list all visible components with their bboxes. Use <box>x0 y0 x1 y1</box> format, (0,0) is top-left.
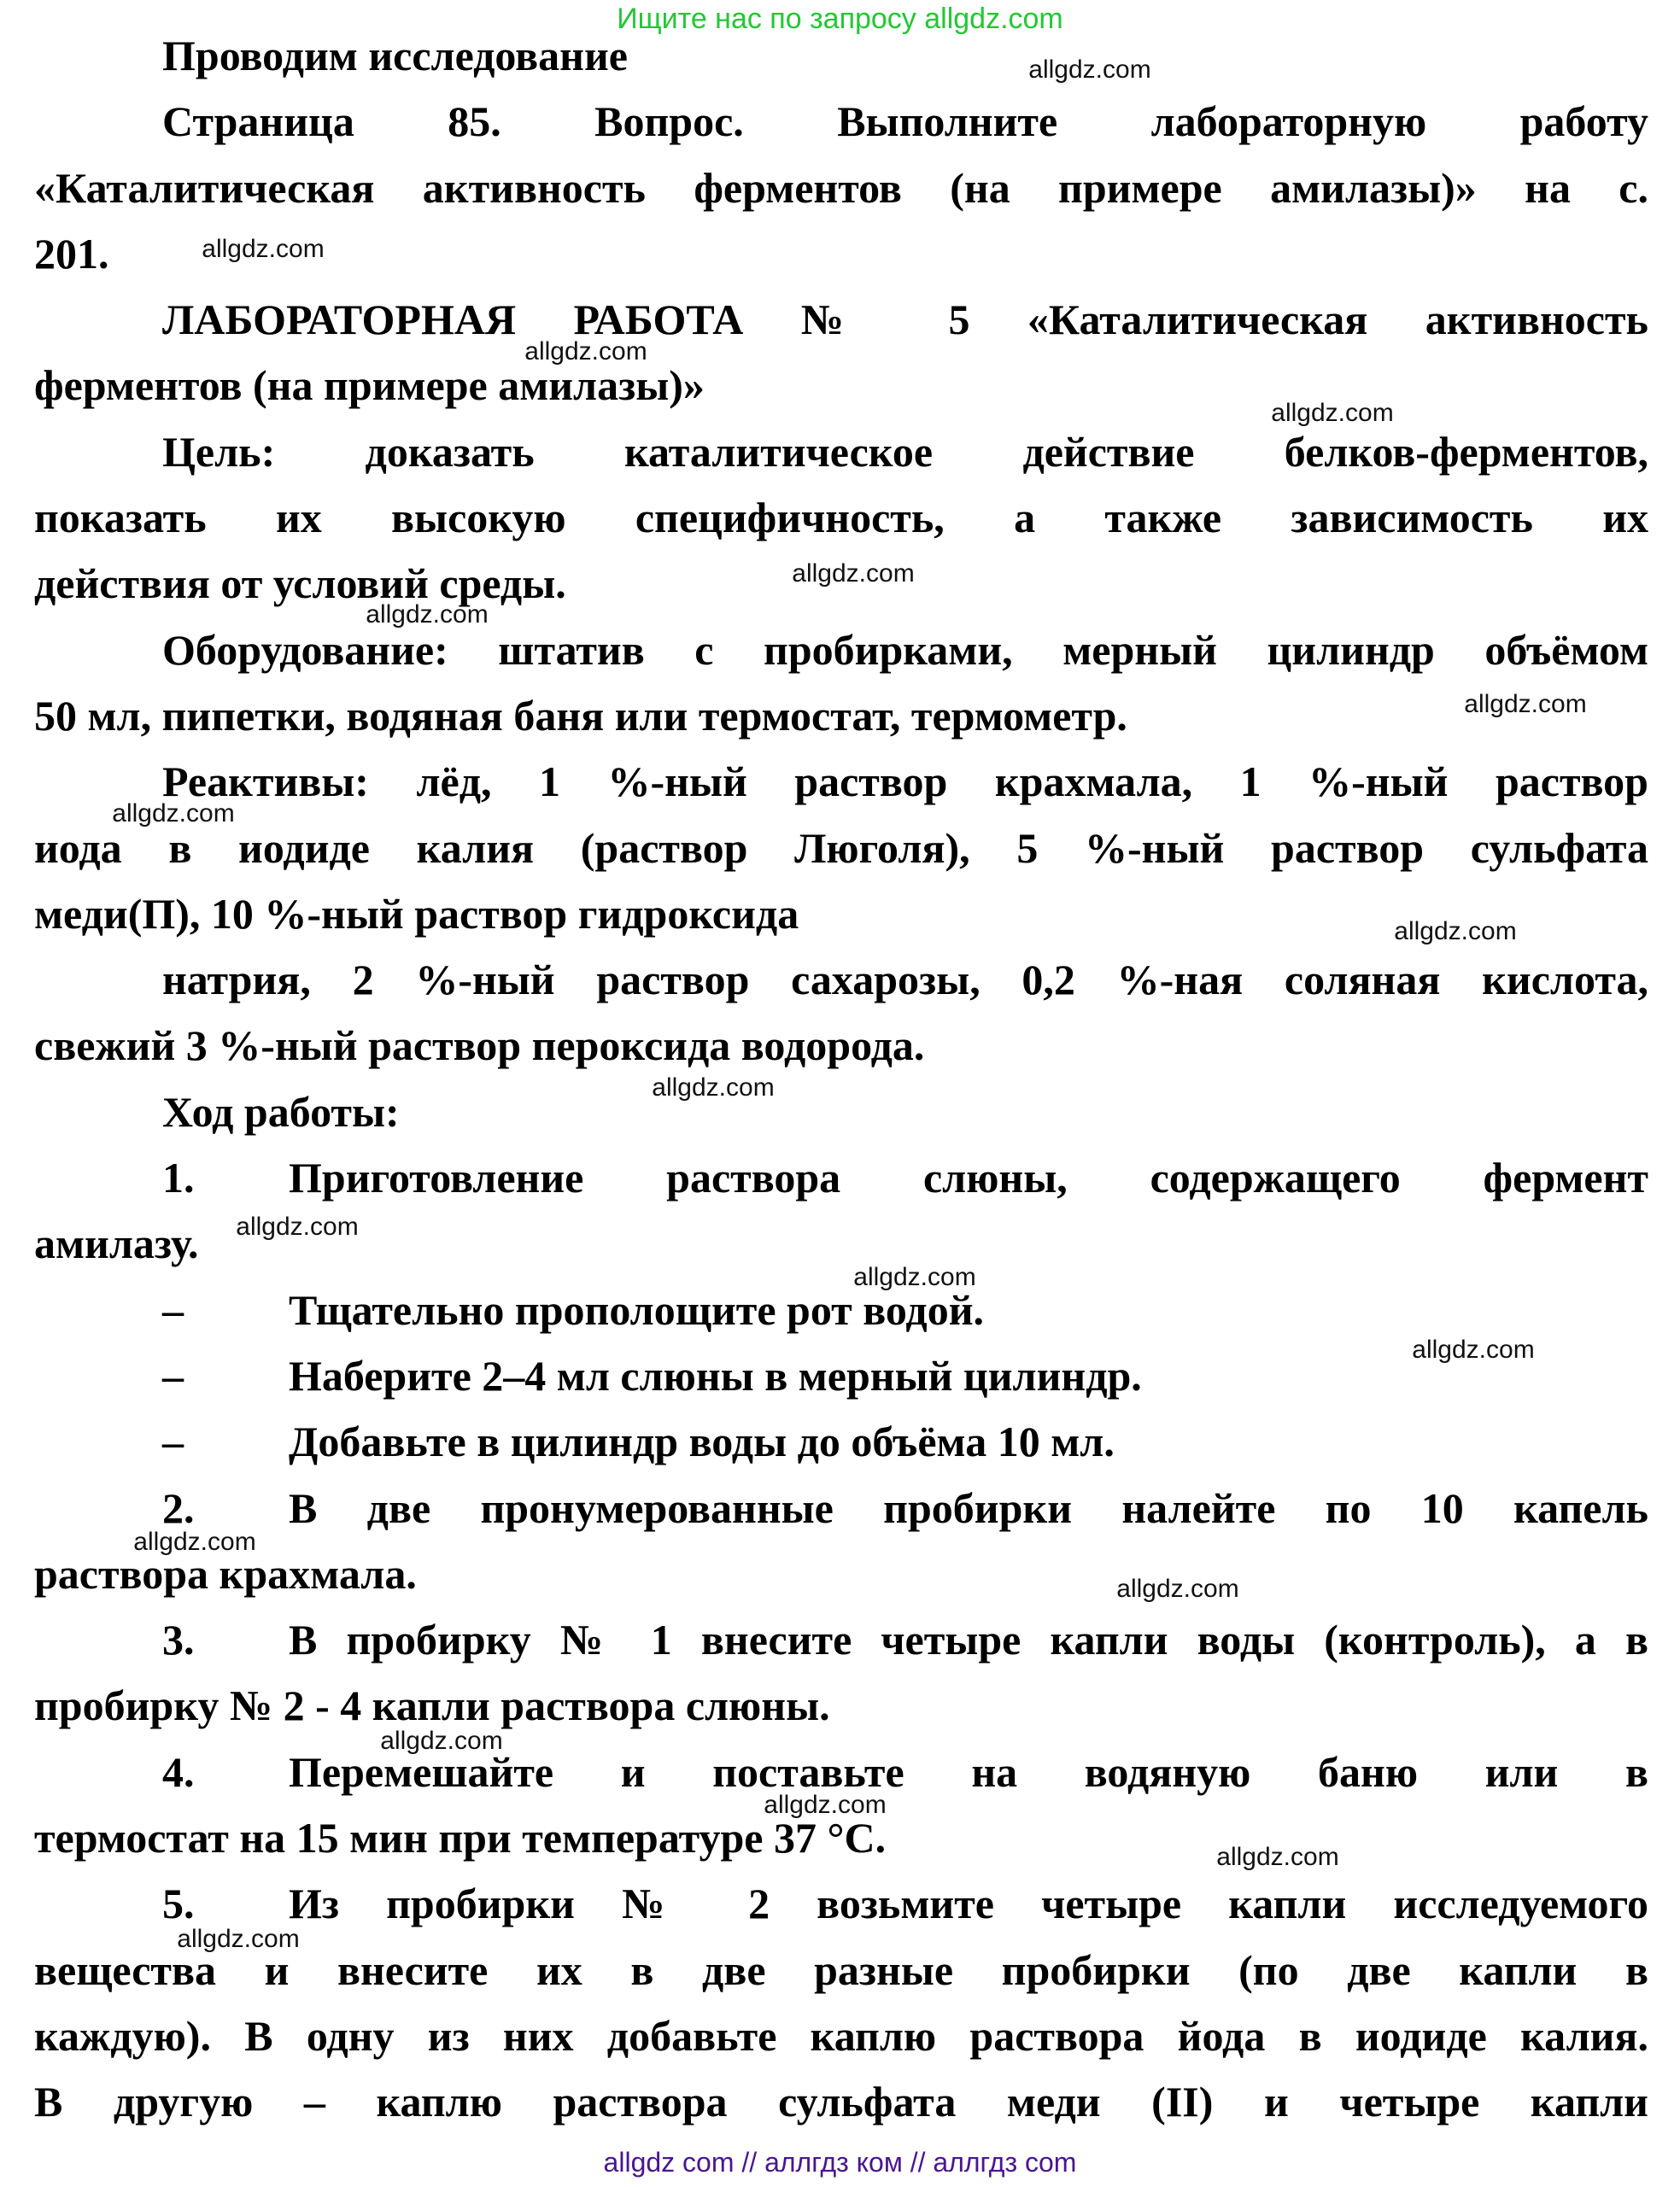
bottom-banner: allgdz com // аллгдз ком // аллгдз com <box>603 2147 1077 2178</box>
line-text: ЛАБОРАТОРНАЯ РАБОТА № 5 «Каталитическая активность <box>162 295 1648 344</box>
watermark: allgdz.com <box>177 1925 300 1953</box>
bullet-dash: – <box>162 1351 184 1400</box>
line-text: 201. <box>34 229 109 278</box>
line-text: Страница 85. Вопрос. Выполните лабораторную работу <box>162 97 1648 146</box>
watermark: allgdz.com <box>133 1528 256 1556</box>
text-line <box>34 419 1648 485</box>
text-line <box>34 89 1648 155</box>
line-text: Ход работы: <box>162 1087 400 1136</box>
line-text: В пробирку № 1 внесите четыре капли воды (контроль), а в <box>289 1616 1648 1664</box>
text-line <box>34 1476 1648 1541</box>
text-line <box>34 287 1648 353</box>
line-text: вещества и внесите их в две разные пробирки (по две капли в <box>34 1945 1648 1994</box>
watermark: allgdz.com <box>202 235 325 263</box>
line-text: Реактивы: лёд, 1 %-ный раствор крахмала, 1 %-ный раствор <box>162 757 1648 806</box>
top-banner: Ищите нас по запросу allgdz.com <box>617 3 1063 35</box>
watermark: allgdz.com <box>792 559 915 588</box>
step-number: 2. <box>162 1483 195 1532</box>
line-text: натрия, 2 %-ный раствор сахарозы, 0,2 %-ная соляная кислота, <box>162 956 1648 1004</box>
line-text: амилазу. <box>34 1219 199 1268</box>
line-text: иода в иодиде калия (раствор Люголя), 5 %-ный раствор сульфата <box>34 823 1648 872</box>
line-text: Цель: доказать каталитическое действие белков-ферментов, <box>162 427 1648 476</box>
line-text: действия от условий среды. <box>34 559 566 608</box>
text-line <box>34 23 1648 89</box>
line-text: Наберите 2–4 мл слюны в мерный цилиндр. <box>289 1351 1142 1400</box>
text-line <box>34 2069 1648 2135</box>
bullet-dash: – <box>162 1418 184 1466</box>
watermark: allgdz.com <box>1028 56 1151 84</box>
step-number: 1. <box>162 1154 195 1202</box>
text-line <box>34 1607 1648 1673</box>
watermark: allgdz.com <box>652 1073 775 1102</box>
text-line <box>34 1673 1648 1739</box>
line-text: Добавьте в цилиндр воды до объёма 10 мл. <box>289 1418 1115 1466</box>
text-line <box>34 1145 1648 1211</box>
watermark: allgdz.com <box>366 600 489 629</box>
text-line <box>34 816 1648 881</box>
text-line <box>34 485 1648 551</box>
text-line <box>34 617 1648 683</box>
step-number: 4. <box>162 1747 195 1796</box>
text-line <box>34 155 1648 221</box>
watermark: allgdz.com <box>1116 1575 1239 1603</box>
watermark: allgdz.com <box>236 1213 359 1241</box>
watermark: allgdz.com <box>380 1727 503 1755</box>
line-text: Перемешайте и поставьте на водяную баню или в <box>289 1747 1648 1796</box>
line-text: свежий 3 %-ный раствор пероксида водорода. <box>34 1021 925 1070</box>
line-text: Из пробирки № 2 возьмите четыре капли исследуемого <box>289 1880 1648 1928</box>
bullet-dash: – <box>162 1285 184 1334</box>
line-text: «Каталитическая активность ферментов (на примере амилазы)» на с. <box>34 163 1648 212</box>
text-line <box>34 1343 1648 1409</box>
text-line <box>34 353 1648 418</box>
watermark: allgdz.com <box>764 1791 887 1819</box>
text-line <box>34 1278 1648 1343</box>
text-line <box>34 1409 1648 1475</box>
step-number: 3. <box>162 1616 195 1664</box>
line-text: раствора крахмала. <box>34 1549 417 1598</box>
line-text: пробирку № 2 - 4 капли раствора слюны. <box>34 1681 830 1730</box>
line-text: каждую). В одну из них добавьте каплю раствора йода в иодиде калия. <box>34 2011 1648 2060</box>
text-line <box>34 1541 1648 1607</box>
line-text: Тщательно прополощите рот водой. <box>289 1285 985 1334</box>
line-text: В две пронумерованные пробирки налейте по 10 капель <box>289 1483 1648 1532</box>
line-text: Приготовление раствора слюны, содержащего фермент <box>289 1154 1648 1202</box>
step-number: 5. <box>162 1880 195 1928</box>
line-text: меди(П), 10 %-ный раствор гидроксида <box>34 889 799 938</box>
watermark: allgdz.com <box>1412 1336 1535 1364</box>
text-line <box>34 1013 1648 1079</box>
text-line <box>34 947 1648 1013</box>
watermark: allgdz.com <box>524 337 647 365</box>
line-text: ферментов (на примере амилазы)» <box>34 361 705 410</box>
text-line <box>34 1079 1648 1145</box>
text-line <box>34 749 1648 815</box>
watermark: allgdz.com <box>1271 399 1394 427</box>
line-text: В другую – каплю раствора сульфата меди (II) и четыре капли <box>34 2078 1648 2126</box>
line-text: Проводим исследование <box>162 32 628 79</box>
watermark: allgdz.com <box>1464 690 1587 718</box>
watermark: allgdz.com <box>1394 917 1517 945</box>
text-line <box>34 2003 1648 2069</box>
watermark: allgdz.com <box>853 1263 976 1291</box>
line-text: термостат на 15 мин при температуре 37 °С. <box>34 1814 887 1862</box>
watermark: allgdz.com <box>1216 1843 1339 1871</box>
line-text: 50 мл, пипетки, водяная баня или термостат, термометр. <box>34 691 1127 740</box>
watermark: allgdz.com <box>112 799 235 827</box>
line-text: Оборудование: штатив с пробирками, мерный цилиндр объёмом <box>162 625 1648 674</box>
line-text: показать их высокую специфичность, а также зависимость их <box>34 494 1648 542</box>
text-line <box>34 683 1648 749</box>
